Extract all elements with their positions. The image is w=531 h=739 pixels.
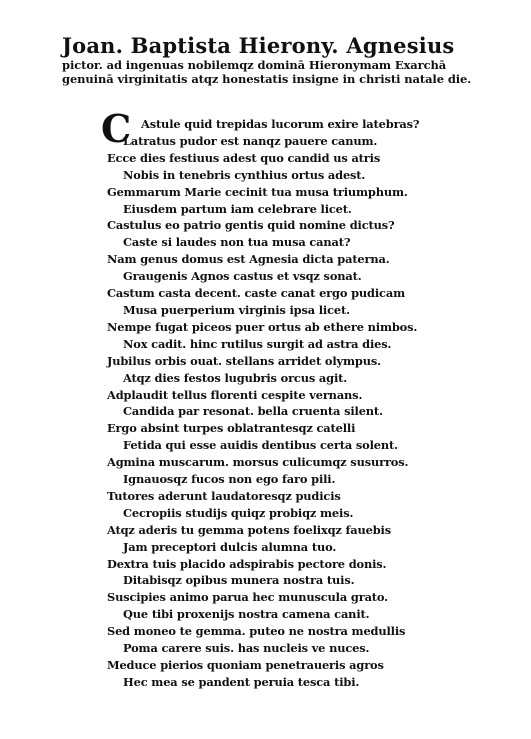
poem-line: Dextra tuis placido adspirabis pectore donis. bbox=[107, 556, 387, 571]
poem-line: Latratus pudor est nanqz pauere canum. bbox=[123, 133, 378, 148]
poem-line: Poma carere suis. has nucleis ve nuces. bbox=[123, 641, 370, 656]
poem-line: Castum casta decent. caste canat ergo pudicam bbox=[107, 286, 405, 301]
poem-line: Ditabisqz opibus munera nostra tuis. bbox=[123, 573, 355, 588]
poem-line: Nempe fugat piceos puer ortus ab ethere nimbos. bbox=[107, 319, 418, 334]
poem-line: Que tibi proxenijs nostra camena canit. bbox=[123, 607, 370, 622]
poem-line: Tutores aderunt laudatoresqz pudicis bbox=[107, 488, 341, 503]
poem-line: Nox cadit. hinc rutilus surgit ad astra dies. bbox=[123, 336, 392, 351]
poem-line: Nam genus domus est Agnesia dicta paterna. bbox=[107, 252, 390, 267]
poem-line: Meduce pierios quoniam penetraueris agros bbox=[107, 658, 384, 672]
poem-line: Atqz dies festos lugubris orcus agit. bbox=[123, 370, 348, 385]
poem-line: Eiusdem partum iam celebrare licet. bbox=[123, 201, 352, 216]
decorated-initial: C bbox=[101, 106, 132, 151]
poem-line: Gemmarum Marie cecinit tua musa triumphum. bbox=[107, 184, 408, 199]
poem-line: Ergo absint turpes oblatrantesqz catelli bbox=[107, 421, 356, 436]
header-line-2: pictor. ad ingenuas nobilemqz dominā Hieronymam Exarchā bbox=[62, 58, 447, 72]
header bbox=[62, 34, 482, 86]
poem-line: Jubilus orbis ouat. stellans arridet olympus. bbox=[107, 353, 381, 368]
poem-line: Suscipies animo parua hec munuscula grato. bbox=[107, 590, 388, 605]
poem-line: Hec mea se pandent peruia tesca tibi. bbox=[123, 674, 360, 689]
poem-line: Candida par resonat. bella cruenta silent. bbox=[123, 404, 383, 419]
poem-line: Agmina muscarum. morsus culicumqz susurros. bbox=[107, 455, 409, 470]
poem-line: Castulus eo patrio gentis quid nomine dictus? bbox=[107, 218, 395, 233]
header-title: Joan. Baptista Hierony. Agnesius bbox=[62, 33, 455, 58]
poem-line: Jam preceptori dulcis alumna tuo. bbox=[123, 539, 337, 554]
poem-line: Astule quid trepidas lucorum exire latebras? bbox=[141, 117, 420, 131]
poem-line: Fetida qui esse auidis dentibus certa solent. bbox=[123, 438, 398, 453]
poem-line: Nobis in tenebris cynthius ortus adest. bbox=[123, 167, 366, 182]
poem-line: Caste si laudes non tua musa canat? bbox=[123, 235, 351, 250]
poem-line: Sed moneo te gemma. puteo ne nostra medullis bbox=[107, 624, 406, 639]
poem bbox=[101, 106, 437, 691]
poem-line: Atqz aderis tu gemma potens foelixqz fauebis bbox=[107, 522, 392, 537]
header-line-3: genuinā virginitatis atqz honestatis insigne in christi natale die. bbox=[62, 72, 472, 86]
poem-line: Adplaudit tellus florenti cespite vernans. bbox=[107, 387, 363, 402]
poem-line: Ignauosqz fucos non ego faro pili. bbox=[123, 472, 336, 487]
poem-line: Musa puerperium virginis ipsa licet. bbox=[123, 302, 350, 317]
poem-line: Graugenis Agnos castus et vsqz sonat. bbox=[123, 269, 362, 284]
poem-line: Ecce dies festiuus adest quo candid us atris bbox=[107, 150, 381, 165]
poem-line: Cecropiis studijs quiqz probiqz meis. bbox=[123, 505, 354, 520]
